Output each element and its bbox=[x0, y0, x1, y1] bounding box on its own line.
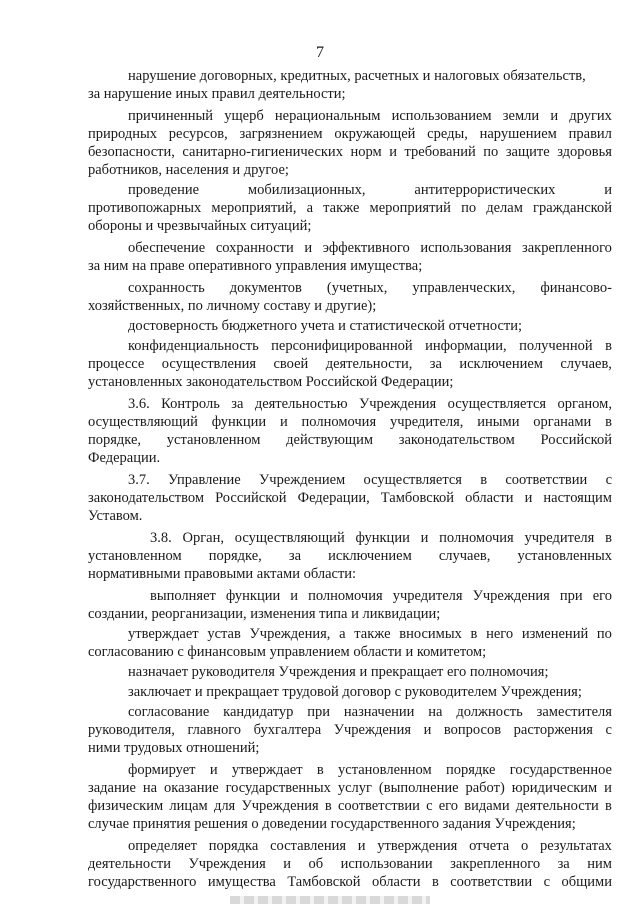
word: результатах bbox=[539, 838, 612, 854]
text-line: хозяйственных, по личному составу и другие); bbox=[88, 298, 377, 314]
word: нарушением bbox=[479, 126, 557, 142]
word: и bbox=[524, 490, 533, 506]
word: информации, bbox=[425, 338, 507, 354]
text-line: работников, населения и другое; bbox=[88, 162, 289, 178]
word: санитарно-гигиенических bbox=[182, 144, 343, 160]
word: в bbox=[316, 762, 324, 778]
word: установленном bbox=[338, 762, 432, 778]
word: антитеррористических bbox=[414, 182, 556, 198]
word: управленческих, bbox=[412, 280, 516, 296]
word: закрепленного bbox=[450, 856, 541, 872]
word: эффективного bbox=[322, 240, 410, 256]
text-line bbox=[150, 588, 612, 605]
word: государственного bbox=[88, 874, 197, 890]
word: и bbox=[420, 530, 429, 546]
word: расторжения bbox=[513, 722, 593, 738]
word: документов bbox=[229, 280, 302, 296]
text-line bbox=[128, 762, 612, 779]
word: области bbox=[372, 874, 421, 890]
word: в bbox=[480, 472, 488, 488]
word: осуществляющий bbox=[88, 414, 198, 430]
word: за bbox=[557, 856, 570, 872]
word: согласование bbox=[128, 704, 210, 720]
text-line: достоверность бюджетного учета и статистической отчетности; bbox=[128, 318, 523, 334]
word: осуществляется bbox=[363, 472, 462, 488]
word: осуществляется bbox=[447, 396, 547, 412]
word: Тамбовской bbox=[380, 490, 455, 506]
word: учредителя bbox=[392, 588, 463, 604]
word: назначении bbox=[343, 704, 415, 720]
word: определяет bbox=[128, 838, 197, 854]
word: и bbox=[209, 762, 218, 778]
word: о bbox=[520, 838, 529, 854]
word: Российской bbox=[215, 490, 287, 506]
word: на bbox=[142, 780, 158, 796]
word: других bbox=[569, 108, 612, 124]
text-line: случае принятия решения о доведении государственного задания Учреждения; bbox=[88, 816, 576, 832]
word: имущества bbox=[207, 874, 276, 890]
word: заместителя bbox=[536, 704, 612, 720]
word: деятельности bbox=[88, 856, 172, 872]
word: причиненный bbox=[128, 108, 214, 124]
word: при bbox=[307, 704, 331, 720]
cut-off-bottom-line bbox=[230, 896, 430, 904]
text-line bbox=[88, 780, 612, 797]
word: обеспечение bbox=[128, 240, 206, 256]
word: полномочия bbox=[301, 414, 377, 430]
word: 3.8. bbox=[150, 530, 172, 546]
word: Учреждением bbox=[259, 472, 346, 488]
word: бухгалтера bbox=[253, 722, 322, 738]
word: юридическим bbox=[511, 780, 598, 796]
word: и bbox=[604, 780, 612, 796]
word: проведение bbox=[128, 182, 200, 198]
text-line bbox=[128, 626, 612, 643]
word: Тамбовской bbox=[287, 874, 361, 890]
word: а bbox=[306, 200, 314, 216]
word: установленных bbox=[517, 548, 612, 564]
word: и bbox=[279, 414, 288, 430]
word: составления bbox=[270, 838, 347, 854]
text-line: нарушение договорных, кредитных, расчетных и налоговых обязательств, bbox=[128, 68, 586, 84]
word: функции bbox=[225, 588, 281, 604]
word: 3.6. bbox=[128, 396, 150, 412]
word: общими bbox=[561, 874, 612, 890]
text-line bbox=[88, 874, 612, 891]
word: государственных bbox=[225, 780, 331, 796]
text-line: установленных законодательством Российской Федерации; bbox=[88, 374, 454, 390]
word: Российской bbox=[540, 432, 612, 448]
text-line bbox=[88, 490, 612, 507]
text-line bbox=[128, 280, 612, 297]
word: полномочия bbox=[439, 530, 514, 546]
word: также bbox=[323, 200, 360, 216]
word: по bbox=[596, 626, 612, 642]
word: должность bbox=[456, 704, 523, 720]
word: загрязнением bbox=[239, 126, 323, 142]
word: персонифицированной bbox=[271, 338, 413, 354]
word: ресурсов, bbox=[168, 126, 228, 142]
text-line: ними трудовых отношений; bbox=[88, 740, 260, 756]
word: среды, bbox=[427, 126, 468, 142]
word: деятельности, bbox=[325, 356, 413, 372]
word: а bbox=[339, 626, 346, 642]
word: физическим bbox=[88, 798, 164, 814]
word: деятельностью bbox=[254, 396, 348, 412]
word: государственное bbox=[509, 762, 612, 778]
text-line bbox=[88, 126, 612, 143]
word: установленном bbox=[88, 548, 182, 564]
text-line bbox=[88, 856, 612, 873]
word: формирует bbox=[128, 762, 196, 778]
word: норм bbox=[350, 144, 382, 160]
word: делам bbox=[486, 200, 523, 216]
word: органом, bbox=[557, 396, 612, 412]
text-line bbox=[88, 798, 612, 815]
word: и bbox=[423, 722, 432, 738]
word: безопасности, bbox=[88, 144, 175, 160]
word: за bbox=[231, 396, 244, 412]
text-line: за нарушение иных правил деятельности; bbox=[88, 86, 346, 102]
word: и bbox=[283, 856, 291, 872]
word: (учетных, bbox=[326, 280, 388, 296]
word: с bbox=[605, 722, 612, 738]
word: порядка bbox=[208, 838, 259, 854]
word: Орган, bbox=[182, 530, 225, 546]
word: Учреждения bbox=[241, 798, 319, 814]
word: законодательством bbox=[398, 432, 515, 448]
word: для bbox=[213, 798, 236, 814]
word: за bbox=[429, 356, 442, 372]
word: в bbox=[324, 798, 332, 814]
text-line bbox=[128, 704, 612, 721]
word: Учреждения bbox=[472, 588, 550, 604]
word: действующим bbox=[286, 432, 374, 448]
word: мероприятий bbox=[369, 200, 451, 216]
word: и bbox=[290, 588, 299, 604]
word: Контроль bbox=[161, 396, 220, 412]
word: требований bbox=[404, 144, 476, 160]
word: процессе bbox=[88, 356, 145, 372]
word: противопожарных bbox=[88, 200, 202, 216]
word: иными bbox=[477, 414, 520, 430]
text-line: за ним на праве оперативного управления имущества; bbox=[88, 258, 423, 274]
word: отчета bbox=[469, 838, 510, 854]
text-line: заключает и прекращает трудовой договор с руководителем Учреждения; bbox=[128, 684, 582, 700]
word: мероприятий, bbox=[211, 200, 297, 216]
word: по bbox=[461, 200, 477, 216]
word: выполняет bbox=[150, 588, 216, 604]
word: в bbox=[605, 338, 612, 354]
word: природных bbox=[88, 126, 157, 142]
word: также bbox=[354, 626, 391, 642]
text-line bbox=[128, 338, 612, 355]
word: изменений bbox=[521, 626, 589, 642]
text-line bbox=[88, 722, 612, 739]
word: осуществления bbox=[161, 356, 257, 372]
word: его bbox=[592, 588, 612, 604]
text-line bbox=[88, 432, 612, 449]
text-line bbox=[128, 182, 612, 199]
word: при bbox=[559, 588, 583, 604]
word: функции bbox=[355, 530, 410, 546]
word: порядке, bbox=[88, 432, 142, 448]
text-line: обороны и чрезвычайных ситуаций; bbox=[88, 218, 312, 234]
word: финансово- bbox=[540, 280, 612, 296]
text-line bbox=[128, 472, 612, 489]
text-line bbox=[88, 548, 612, 565]
word: него bbox=[486, 626, 514, 642]
word: использованием bbox=[391, 108, 492, 124]
word: Учреждения bbox=[358, 396, 437, 412]
text-line bbox=[128, 396, 612, 413]
word: работ) bbox=[465, 780, 505, 796]
text-line: создании, реорганизации, изменения типа и ликвидации; bbox=[88, 606, 441, 622]
word: с bbox=[605, 472, 612, 488]
word: утверждения bbox=[377, 838, 458, 854]
text-line bbox=[88, 144, 612, 161]
word: и bbox=[550, 108, 559, 124]
word: с bbox=[426, 798, 433, 814]
word: оказание bbox=[164, 780, 219, 796]
text-line: назначает руководителя Учреждения и прекращает его полномочия; bbox=[128, 664, 549, 680]
word: порядке, bbox=[208, 548, 262, 564]
page-number: 7 bbox=[316, 44, 324, 61]
word: ущерб bbox=[224, 108, 264, 124]
word: устав bbox=[207, 626, 241, 642]
text-line: согласованию с финансовым управлением области и комитетом; bbox=[88, 644, 487, 660]
text-line bbox=[128, 108, 612, 125]
word: полученной bbox=[519, 338, 593, 354]
word: деятельности bbox=[515, 798, 599, 814]
word: органами bbox=[533, 414, 592, 430]
text-line bbox=[150, 530, 612, 547]
word: в bbox=[605, 414, 612, 430]
word: вносимых bbox=[399, 626, 462, 642]
text-line bbox=[128, 240, 612, 257]
word: услуг bbox=[337, 780, 372, 796]
word: (выполнение bbox=[378, 780, 459, 796]
word: и bbox=[304, 240, 313, 256]
word: области bbox=[465, 490, 514, 506]
word: земли bbox=[502, 108, 540, 124]
word: его bbox=[438, 798, 459, 814]
word: гражданской bbox=[533, 200, 612, 216]
word: на bbox=[428, 704, 443, 720]
word: кандидатур bbox=[223, 704, 294, 720]
word: использовании bbox=[340, 856, 433, 872]
word: здоровья bbox=[557, 144, 612, 160]
text-line bbox=[88, 356, 612, 373]
word: конфиденциальность bbox=[128, 338, 259, 354]
text-line: Уставом. bbox=[88, 508, 143, 524]
text-line: Федерации. bbox=[88, 450, 161, 466]
word: лицам bbox=[169, 798, 208, 814]
word: настоящим bbox=[543, 490, 612, 506]
word: Управление bbox=[168, 472, 241, 488]
word: своей bbox=[273, 356, 309, 372]
word: исключением bbox=[459, 356, 543, 372]
word: случаев, bbox=[560, 356, 612, 372]
word: соответствии bbox=[505, 472, 588, 488]
text-line: нормативными правовыми актами области: bbox=[88, 566, 357, 582]
word: исключением bbox=[328, 548, 412, 564]
word: Федерации, bbox=[297, 490, 370, 506]
word: случаев, bbox=[438, 548, 491, 564]
word: сохранности bbox=[215, 240, 294, 256]
word: в bbox=[605, 798, 612, 814]
word: учредителя bbox=[524, 530, 595, 546]
word: нерациональным bbox=[274, 108, 381, 124]
word: осуществляющий bbox=[234, 530, 345, 546]
text-line bbox=[88, 200, 612, 217]
word: утверждает bbox=[128, 626, 199, 642]
word: использования bbox=[420, 240, 512, 256]
word: полномочия bbox=[308, 588, 383, 604]
text-line bbox=[128, 838, 612, 855]
word: утверждает bbox=[231, 762, 303, 778]
word: окружающей bbox=[334, 126, 416, 142]
word: в bbox=[605, 530, 612, 546]
word: сохранность bbox=[128, 280, 205, 296]
text-line bbox=[88, 414, 612, 431]
word: и bbox=[604, 182, 612, 198]
word: мобилизационных, bbox=[247, 182, 366, 198]
word: и bbox=[389, 144, 397, 160]
word: защите bbox=[505, 144, 550, 160]
word: функции bbox=[211, 414, 267, 430]
word: ним bbox=[587, 856, 612, 872]
word: задание bbox=[88, 780, 136, 796]
word: и bbox=[357, 838, 366, 854]
word: правил bbox=[568, 126, 612, 142]
word: порядке bbox=[446, 762, 496, 778]
word: соответствии bbox=[337, 798, 420, 814]
word: руководителя, bbox=[88, 722, 175, 738]
word: учредителя, bbox=[389, 414, 464, 430]
word: в bbox=[431, 874, 439, 890]
word: установленном bbox=[166, 432, 261, 448]
word: главного bbox=[187, 722, 242, 738]
word: по bbox=[483, 144, 499, 160]
word: об bbox=[308, 856, 324, 872]
word: в bbox=[470, 626, 478, 642]
word: 3.7. bbox=[128, 472, 150, 488]
word: закрепленного bbox=[522, 240, 612, 256]
word: с bbox=[543, 874, 551, 890]
word: Учреждения bbox=[333, 722, 411, 738]
word: за bbox=[288, 548, 302, 564]
word: соответствии bbox=[450, 874, 533, 890]
word: Учреждения bbox=[188, 856, 266, 872]
word: законодательством bbox=[88, 490, 205, 506]
word: вопросов bbox=[443, 722, 502, 738]
word: видами bbox=[464, 798, 510, 814]
word: Учреждения, bbox=[249, 626, 331, 642]
